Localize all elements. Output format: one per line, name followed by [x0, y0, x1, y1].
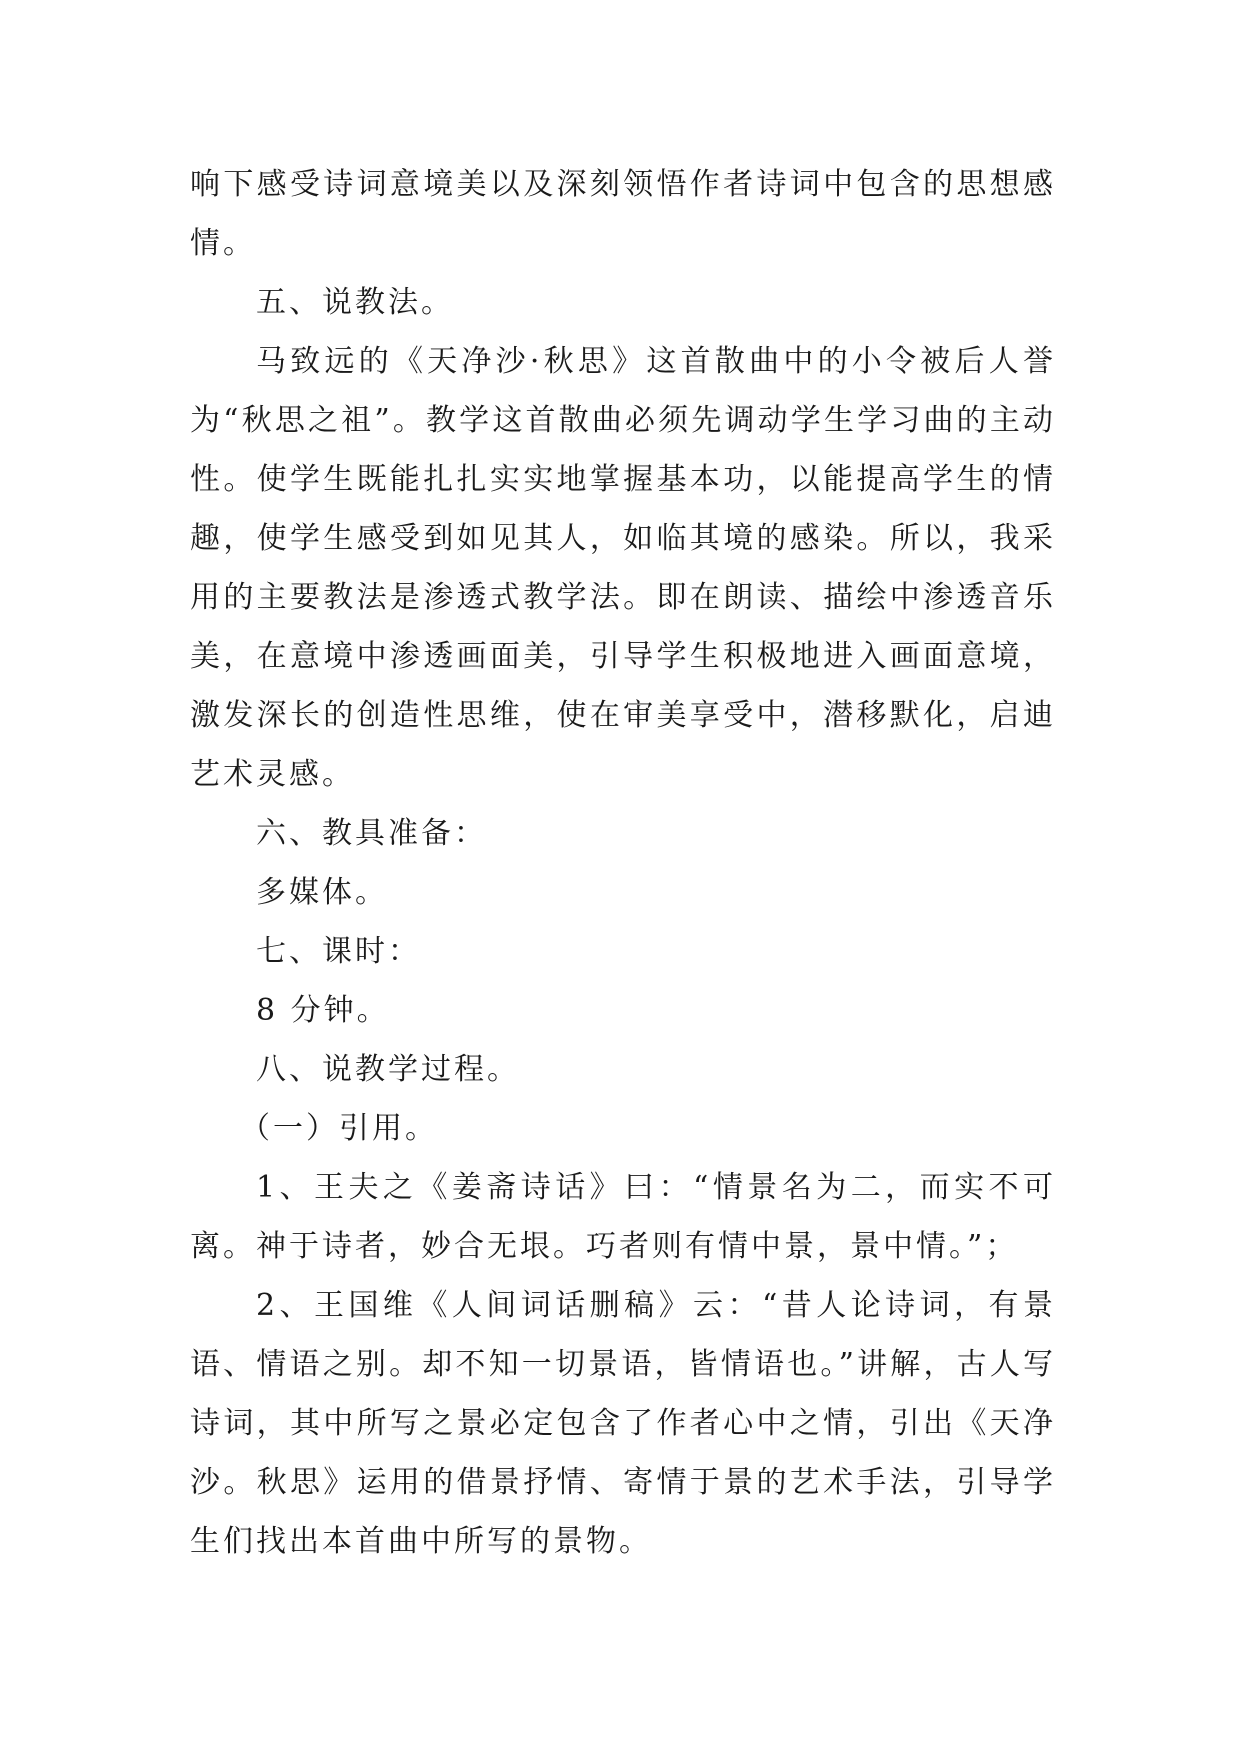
paragraph-citation-2: 2、王国维《人间词话删稿》云：“昔人论诗词，有景语、情语之别。却不知一切景语，皆情语也。”讲解，古人写诗词，其中所写之景必定包含了作者心中之情，引出《天净沙。秋思》运用的借景抒情、寄情于景的艺术手法，引导学生们找出本首曲中所写的景物。: [190, 1288, 1056, 1559]
paragraph-teaching-aids: 多媒体。: [256, 875, 388, 910]
section-heading-teaching-process: 八、说教学过程。: [256, 1052, 520, 1087]
document-body: [190, 155, 1056, 1571]
section-heading-teaching-aids: 六、教具准备：: [256, 816, 487, 851]
section-heading-class-hours: 七、课时：: [256, 934, 421, 969]
paragraph-teaching-methods: 马致远的《天净沙·秋思》这首散曲中的小令被后人誉为“秋思之祖”。教学这首散曲必须先调动学生学习曲的主动性。使学生既能扎扎实实地掌握基本功，以能提高学生的情趣，使学生感受到如见其人，如临其境的感染。所以，我采用的主要教法是渗透式教学法。即在朗读、描绘中渗透音乐美，在意境中渗透画面美，引导学生积极地进入画面意境，激发深长的创造性思维，使在审美享受中，潜移默化，启迪艺术灵感。: [190, 344, 1056, 792]
paragraph-class-hours: 8 分钟。: [256, 993, 390, 1028]
section-heading-teaching-methods: 五、说教法。: [256, 285, 454, 320]
paragraph-citation-1: 1、王夫之《姜斋诗话》曰：“情景名为二，而实不可离。神于诗者，妙合无垠。巧者则有情中景，景中情。”；: [190, 1170, 1056, 1264]
subsection-heading-citation: （一）引用。: [240, 1111, 438, 1146]
paragraph-continuation: 响下感受诗词意境美以及深刻领悟作者诗词中包含的思想感情。: [190, 167, 1056, 261]
